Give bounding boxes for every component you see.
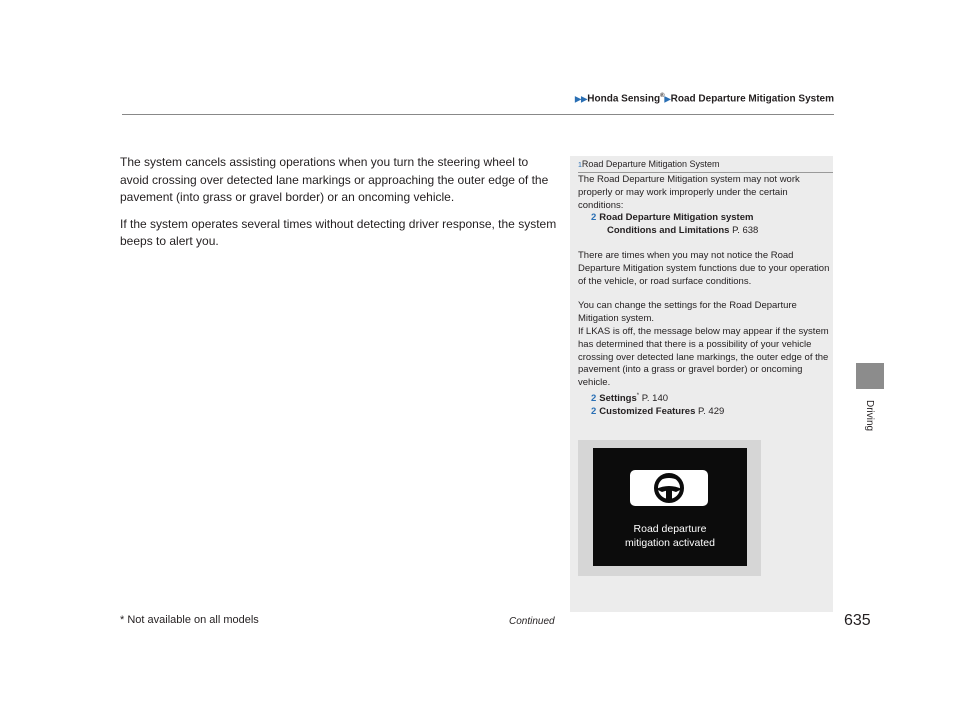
display-message-line: Road departure [633,523,707,535]
sidebar-body [578,174,830,431]
continued-label: Continued [509,616,555,627]
sidebar-paragraph [578,174,830,238]
breadcrumb-item-rdm[interactable]: Road Departure Mitigation System [670,93,834,105]
footnote: * Not available on all models [120,614,259,626]
sidebar-title-text: Road Departure Mitigation System [581,159,720,169]
steering-wheel-icon [630,470,708,506]
reference-title: Road Departure Mitigation system [599,212,754,224]
chapter-tab [856,363,884,389]
chapter-tab-label[interactable]: Driving [864,400,875,432]
main-text [120,154,558,260]
reference-page: P. 638 [732,225,759,237]
registered-mark: ® [660,93,665,99]
sidebar-title [578,159,833,173]
display-illustration [578,440,761,576]
reference-link-customized-features[interactable] [578,406,724,417]
reference-arrow-icon: 2 [591,393,597,405]
sidebar-paragraph [578,300,830,418]
page-number: 635 [844,612,871,629]
reference-title: Customized Features [599,405,696,417]
sidebar-paragraph: There are times when you may not notice the Road Departure Mitigation system functions due to your operation of the vehicle, or road surface conditions. [578,249,830,287]
sidebar-text: You can change the settings for the Road Departure Mitigation system. [578,300,797,325]
reference-page: P. 429 [698,405,725,417]
reference-link-settings[interactable] [578,393,668,404]
paragraph-cancel: The system cancels assisting operations when you turn the steering wheel to avoid crossing over detected lane markings or approaching the outer edge of the pavement (into grass or gravel border) or an oncoming vehicle. [120,155,549,204]
reference-link-conditions-cont[interactable] [578,225,758,236]
breadcrumb-item-honda-sensing[interactable]: Honda Sensing [587,93,661,105]
footnote-star: * [636,392,640,399]
reference-title: Settings [599,393,637,405]
breadcrumb-arrow-icon: ▶ [664,94,671,104]
header-divider [122,114,834,115]
display-message-line: mitigation activated [625,537,715,549]
sidebar-text: If LKAS is off, the message below may appear if the system has determined that there is a possibility of your vehicle crossing over detected lane markings, the outer edge of the pavement (into a grass or gravel border) or oncoming vehicle. [578,325,829,389]
reference-page: P. 140 [641,393,669,405]
display-screen [593,448,747,566]
reference-arrow-icon: 2 [591,212,597,224]
breadcrumb-arrow-icon: ▶▶ [574,94,588,104]
reference-link-conditions[interactable] [578,212,753,223]
display-message [593,522,747,550]
note-marker-icon: 1 [578,162,582,169]
breadcrumb [560,93,834,104]
reference-arrow-icon: 2 [591,405,597,417]
paragraph-beeps: If the system operates several times without detecting driver response, the system beeps to alert you. [120,216,557,248]
sidebar-text: The Road Departure Mitigation system may not work properly or may work improperly under the certain conditions: [578,174,800,211]
reference-title: Conditions and Limitations [607,225,730,237]
